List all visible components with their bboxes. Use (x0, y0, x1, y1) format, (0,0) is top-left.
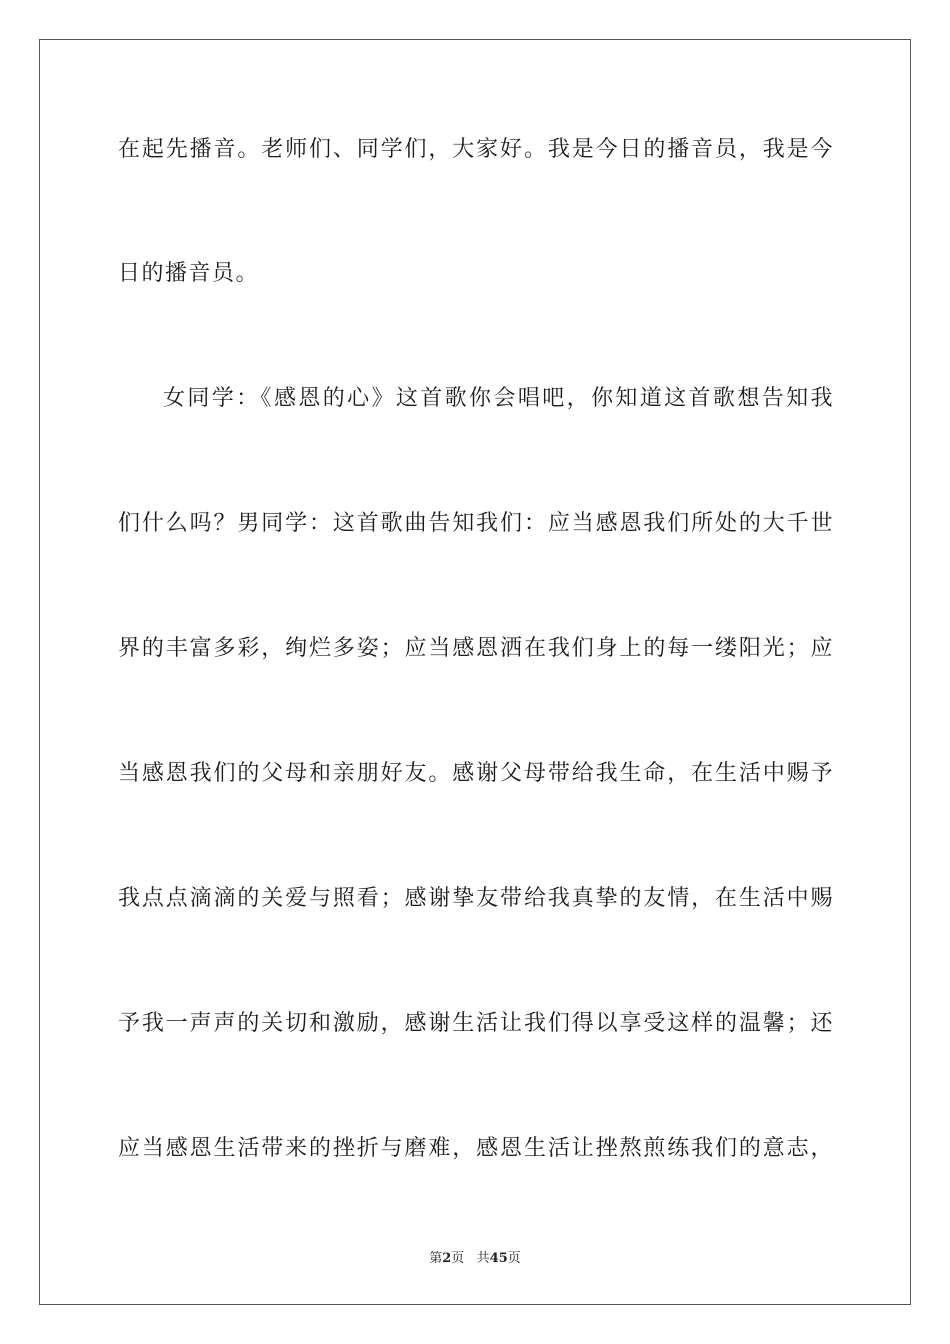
body-line-5: 界的丰富多彩，绚烂多姿；应当感恩洒在我们身上的每一缕阳光；应 (118, 636, 834, 661)
page-number: 2 (442, 1251, 452, 1266)
total-pages: 45 (489, 1251, 508, 1266)
body-line-3: 女同学：《感恩的心》这首歌你会唱吧，你知道这首歌想告知我 (163, 386, 834, 411)
page-prefix: 第 (429, 1251, 443, 1266)
body-line-7: 我点点滴滴的关爱与照看；感谢挚友带给我真挚的友情，在生活中赐 (118, 886, 834, 911)
page-footer (0, 1247, 950, 1266)
total-suffix: 页 (507, 1251, 521, 1266)
body-line-2: 日的播音员。 (118, 261, 260, 286)
body-line-9: 应当感恩生活带来的挫折与磨难，感恩生活让挫熬煎练我们的意志， (118, 1136, 834, 1161)
body-line-4: 们什么吗？男同学：这首歌曲告知我们：应当感恩我们所处的大千世 (118, 511, 834, 536)
body-line-8: 予我一声声的关切和激励，感谢生活让我们得以享受这样的温馨；还 (118, 1011, 834, 1036)
page-border (39, 39, 911, 1305)
body-line-6: 当感恩我们的父母和亲朋好友。感谢父母带给我生命，在生活中赐予 (118, 761, 834, 786)
total-prefix: 共 (476, 1251, 490, 1266)
page-suffix: 页 (451, 1251, 465, 1266)
body-line-1: 在起先播音。老师们、同学们，大家好。我是今日的播音员，我是今 (118, 137, 834, 162)
